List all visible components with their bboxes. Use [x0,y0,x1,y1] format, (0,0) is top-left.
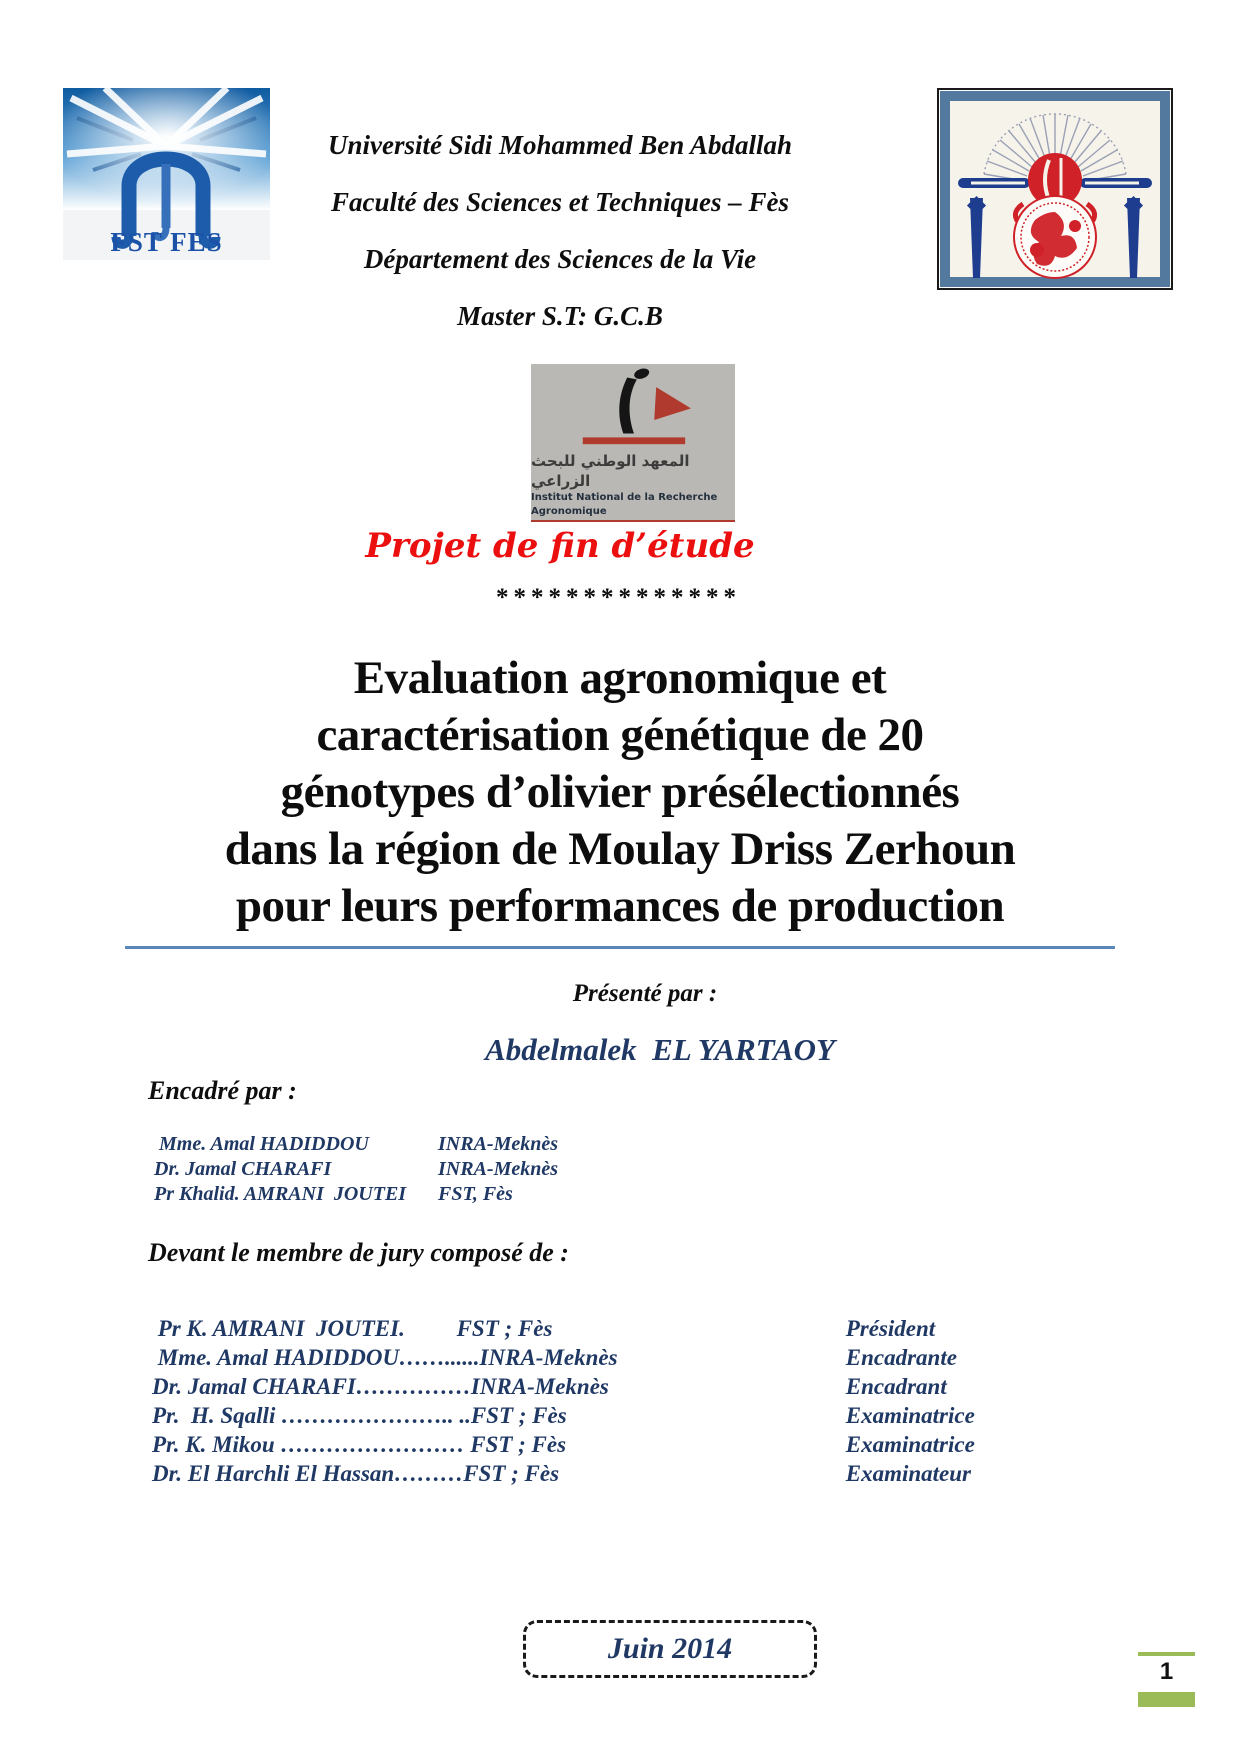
date-text: Juin 2014 [607,1632,733,1665]
department-name: Département des Sciences de la Vie [363,244,757,274]
jury-member: Pr. H. Sqalli ………………….. ..FST ; Fès [152,1403,567,1428]
thesis-title-line: Evaluation agronomique et [353,652,887,704]
supervisor-row [154,1182,558,1207]
inra-logo-mark-icon [531,364,735,449]
date-box [523,1620,817,1678]
inra-arabic-name: المعهد الوطني للبحث الزراعي [531,452,690,490]
supervisors-list [154,1132,558,1207]
jury-role: Examinatrice [840,1403,975,1428]
faculty-name: Faculté des Sciences et Techniques – Fès [331,187,789,217]
supervisor-affiliation: INRA-Meknès [438,1158,559,1180]
title-underline [125,946,1115,949]
supervisor-row [154,1157,558,1182]
fst-fes-logo-caption: FST FES [110,227,223,257]
university-seal-graphic [937,88,1173,290]
supervisor-name: Mme. Amal HADIDDOU [154,1133,369,1155]
jury-row [152,1343,1152,1372]
jury-role: Encadrant [840,1374,947,1399]
supervisor-row [154,1132,558,1157]
jury-label: Devant le membre de jury composé de : [148,1238,569,1267]
jury-member: Pr. K. Mikou …………………… FST ; Fès [152,1432,567,1457]
supervisor-name: Pr Khalid. AMRANI JOUTEI [154,1183,407,1205]
jury-row [152,1401,1152,1430]
jury-role: Examinatrice [840,1432,975,1457]
thesis-title-line: pour leurs performances de production [235,880,1005,932]
page-number: 1 [1159,1658,1174,1685]
thesis-title-line: caractérisation génétique de 20 [316,709,924,761]
page-number-rule-top [1138,1652,1195,1656]
jury-role: Examinateur [840,1461,972,1486]
jury-member: Dr. El Harchli El Hassan………FST ; Fès [152,1461,560,1486]
master-program: Master S.T: G.C.B [457,301,663,331]
university-header [250,130,870,358]
thesis-title-line: dans la région de Moulay Driss Zerhoun [224,823,1016,875]
inra-french-name: Institut National de la Recherche Agronomique [531,491,735,522]
jury-role: Encadrante [840,1345,957,1370]
jury-member: Mme. Amal HADIDDOU……......INRA-Meknès [152,1345,618,1370]
supervisor-name: Dr. Jamal CHARAFI [154,1158,332,1180]
jury-row [152,1430,1152,1459]
project-type-label: Projet de fin d’étude [365,526,755,566]
jury-row [152,1459,1152,1488]
jury-member: Pr K. AMRANI JOUTEI. FST ; Fès [152,1316,553,1341]
inra-logo [531,364,735,522]
stars-divider: ************** [496,584,741,611]
jury-list [152,1314,1152,1488]
supervisor-affiliation: FST, Fès [438,1183,513,1205]
university-seal-logo [937,88,1173,290]
thesis-title-line: génotypes d’olivier présélectionnés [280,766,960,818]
jury-role: Président [840,1316,936,1341]
presented-by-label: Présenté par : [572,980,718,1007]
supervisor-affiliation: INRA-Meknès [438,1133,559,1155]
thesis-title [60,650,1180,935]
supervisors-label: Encadré par : [148,1076,297,1105]
university-name: Université Sidi Mohammed Ben Abdallah [327,130,793,160]
jury-row [152,1314,1152,1343]
page-number-rule-bottom [1138,1692,1195,1707]
jury-member: Dr. Jamal CHARAFI……………INRA-Meknès [152,1374,609,1399]
fst-fes-logo [63,88,270,260]
jury-row [152,1372,1152,1401]
student-name: Abdelmalek EL YARTAOY [485,1032,835,1067]
